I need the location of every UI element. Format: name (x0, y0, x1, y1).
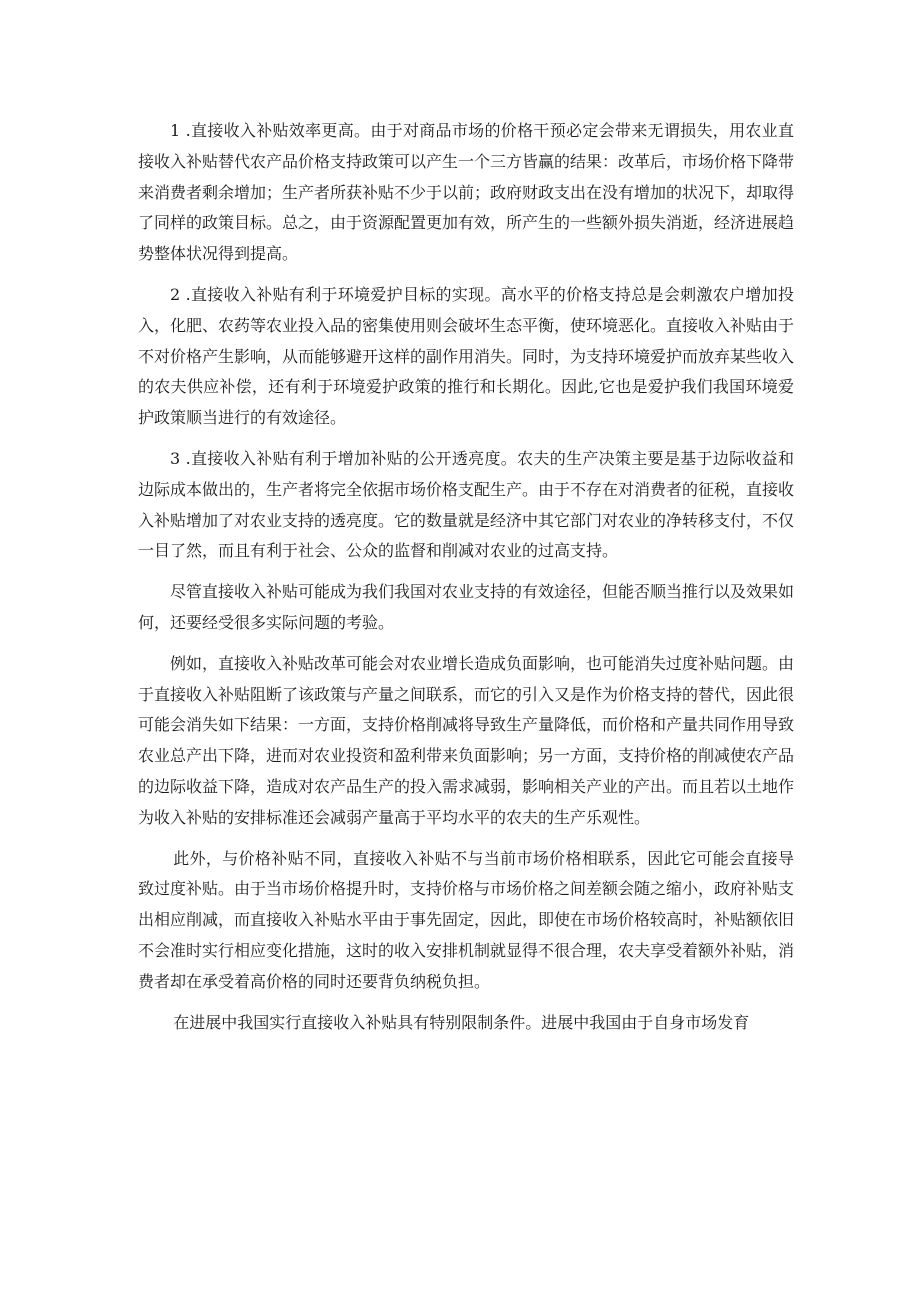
paragraph-5: 例如，直接收入补贴改革可能会对农业增长造成负面影响，也可能消失过度补贴问题。由于直接收入补贴阻断了该政策与产量之间联系，而它的引入又是作为价格支持的替代，因此很可能会消失如下结果：一方面，支持价格削减将导致生产量降低，而价格和产量共同作用导致农业总产出下降，进而对农业投资和盈利带来负面影响；另一方面，支持价格的削减使农产品的边际收益下降，造成对农产品生产的投入需求减弱，影响相关产业的产出。而且若以土地作为收入补贴的安排标准还会减弱产量高于平均水平的农夫的生产乐观性。 (138, 653, 795, 827)
paragraph-3: 3 .直接收入补贴有利于增加补贴的公开透亮度。农夫的生产决策主要是基于边际收益和边际成本做出的，生产者将完全依据市场价格支配生产。由于不存在对消费者的征税，直接收入补贴增加了对农业支持的透亮度。它的数量就是经济中其它部门对农业的净转移支付，不仅一目了然，而且有利于社会、公众的监督和削减对农业的过高支持。 (138, 448, 795, 561)
paragraph-1: 1 .直接收入补贴效率更高。由于对商品市场的价格干预必定会带来无谓损失，用农业直接收入补贴替代农产品价格支持政策可以产生一个三方皆赢的结果：改革后，市场价格下降带来消费者剩余增加；生产者所获补贴不少于以前；政府财政支出在没有增加的状况下，却取得了同样的政策目标。总之，由于资源配置更加有效，所产生的一些额外损失消逝，经济进展趋势整体状况得到提高。 (138, 121, 795, 264)
paragraph-7: 在进展中我国实行直接收入补贴具有特别限制条件。进展中我国由于自身市场发育 (173, 1012, 750, 1032)
paragraph-2: 2 .直接收入补贴有利于环境爱护目标的实现。高水平的价格支持总是会刺激农户增加投入，化肥、农药等农业投入品的密集使用则会破坏生态平衡，使环境恶化。直接收入补贴由于不对价格产生影响，从而能够避开这样的副作用消失。同时，为支持环境爱护而放弃某些收入的农夫供应补偿，还有利于环境爱护政策的推行和长期化。因此,它也是爱护我们我国环境爱护政策顺当进行的有效途径。 (138, 284, 795, 428)
paragraph-4: 尽管直接收入补贴可能成为我们我国对农业支持的有效途径，但能否顺当推行以及效果如何，还要经受很多实际问题的考验。 (138, 582, 795, 632)
document-body (138, 116, 794, 1048)
paragraph-6: 此外，与价格补贴不同，直接收入补贴不与当前市场价格相联系，因此它可能会直接导致过度补贴。由于当市场价格提升时，支持价格与市场价格之间差额会随之缩小，政府补贴支出相应削减，而直接收入补贴水平由于事先固定，因此，即使在市场价格较高时，补贴额依旧不会准时实行相应变化措施，这时的收入安排机制就显得不很合理，农夫享受着额外补贴，消费者却在承受着高价格的同时还要背负纳税负担。 (138, 848, 795, 991)
